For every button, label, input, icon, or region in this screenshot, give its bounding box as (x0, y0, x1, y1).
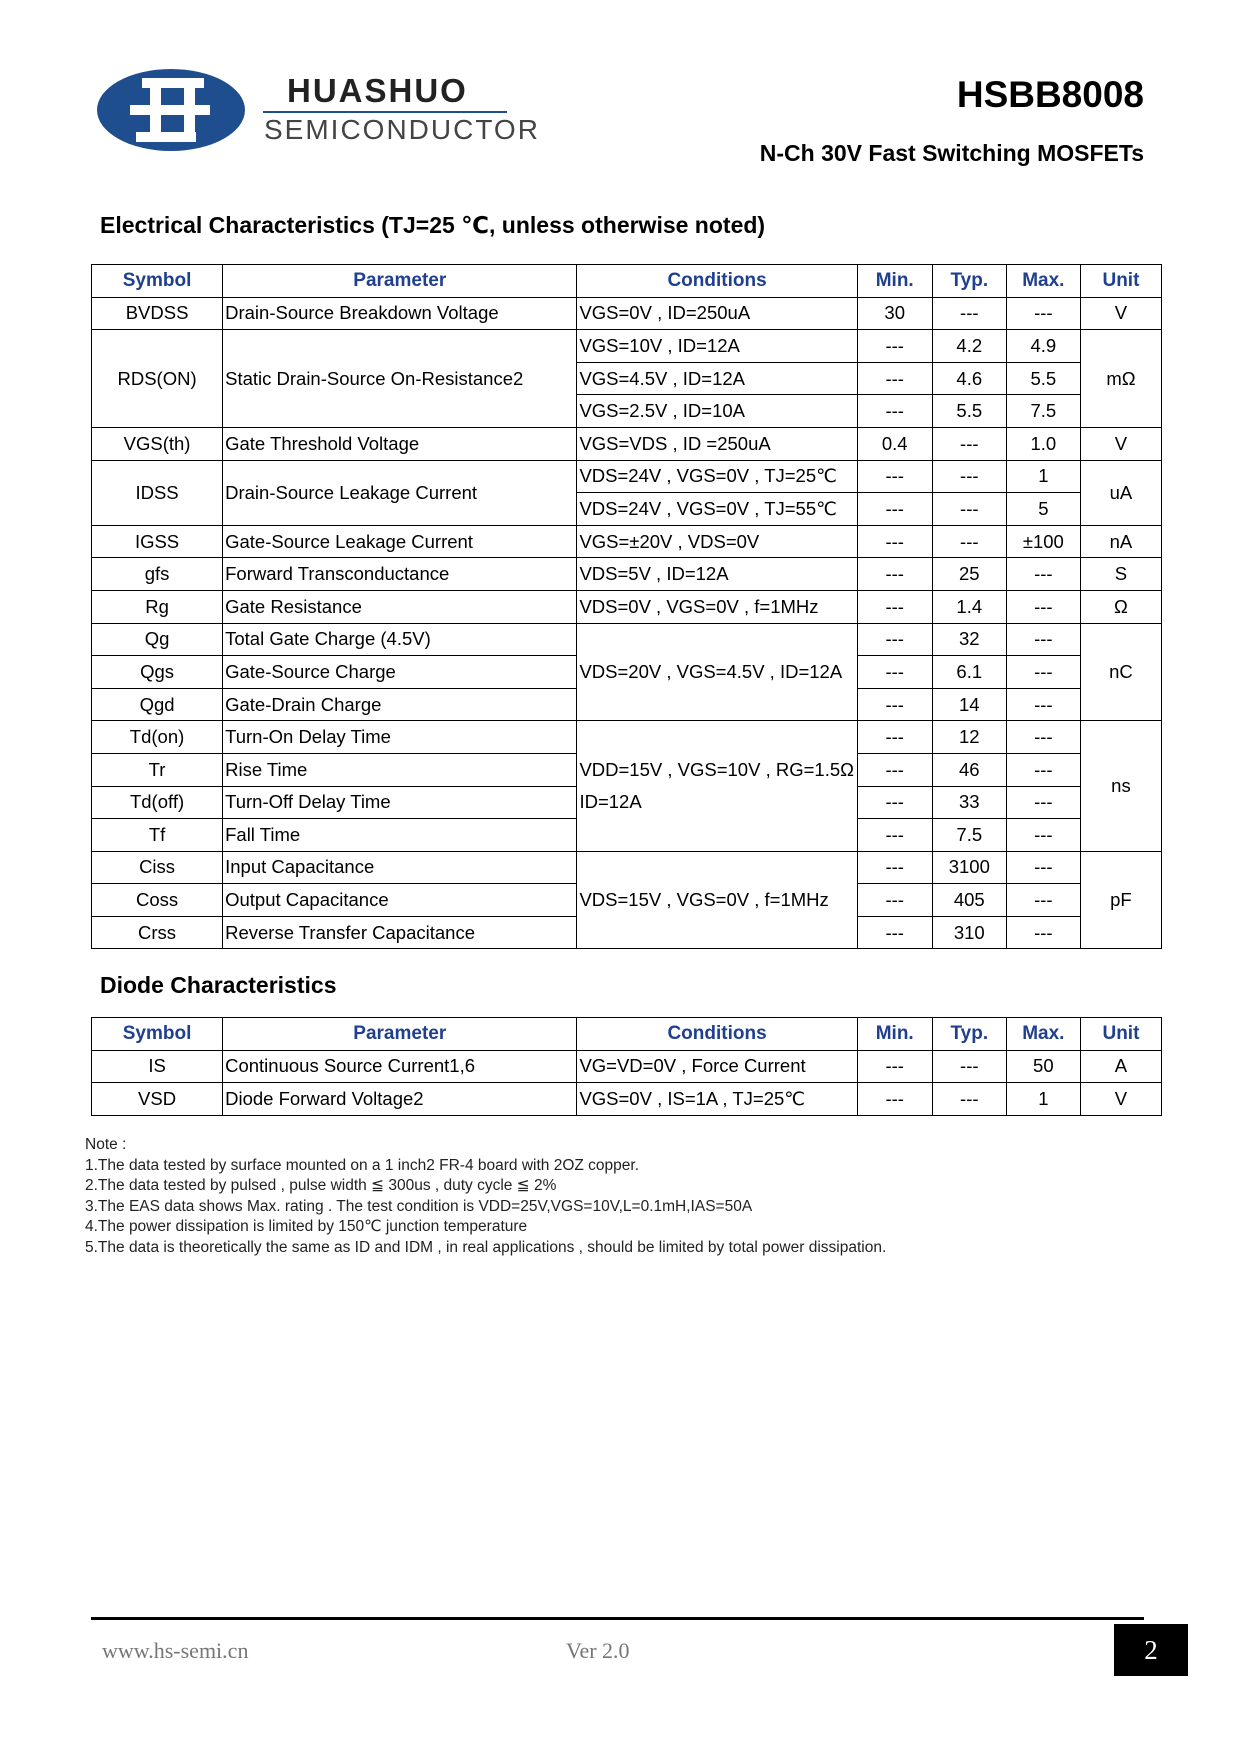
unit-cell: Ω (1080, 590, 1161, 623)
unit-cell: pF (1080, 851, 1161, 949)
table-row (92, 427, 1162, 460)
max-cell: --- (1006, 297, 1080, 330)
symbol-cell: IGSS (92, 525, 223, 558)
parameter-cell: Input Capacitance (223, 851, 577, 884)
parameter-cell: Diode Forward Voltage2 (223, 1083, 577, 1116)
symbol-cell: Rg (92, 590, 223, 623)
col-header: Conditions (577, 1018, 857, 1051)
max-cell: --- (1006, 916, 1080, 949)
conditions-cell: VGS=2.5V , ID=10A (577, 395, 857, 428)
max-cell: --- (1006, 558, 1080, 591)
col-header: Max. (1006, 265, 1080, 298)
parameter-cell: Turn-On Delay Time (223, 721, 577, 754)
table-row (92, 330, 1162, 363)
min-cell: --- (857, 916, 932, 949)
parameter-cell: Gate Resistance (223, 590, 577, 623)
symbol-cell: Ciss (92, 851, 223, 884)
huashuo-logo (96, 68, 246, 152)
note-item: 2.The data tested by pulsed , pulse width ≦ 300us , duty cycle ≦ 2% (85, 1177, 557, 1194)
min-cell: --- (857, 1050, 932, 1083)
conditions-cell: VDS=5V , ID=12A (577, 558, 857, 591)
max-cell: 4.9 (1006, 330, 1080, 363)
min-cell: --- (857, 395, 932, 428)
symbol-cell: Tf (92, 819, 223, 852)
typ-cell: 33 (932, 786, 1006, 819)
parameter-cell: Drain-Source Breakdown Voltage (223, 297, 577, 330)
symbol-cell: Qgd (92, 688, 223, 721)
col-header: Unit (1080, 265, 1161, 298)
max-cell: 7.5 (1006, 395, 1080, 428)
min-cell: 30 (857, 297, 932, 330)
typ-cell: 405 (932, 884, 1006, 917)
notes-title: Note : (85, 1136, 127, 1153)
parameter-cell: Gate-Source Leakage Current (223, 525, 577, 558)
part-number: HSBB8008 (956, 74, 1144, 115)
conditions-cell: VDS=24V , VGS=0V , TJ=55℃ (577, 493, 857, 526)
max-cell: 1.0 (1006, 427, 1080, 460)
parameter-cell: Continuous Source Current1,6 (223, 1050, 577, 1083)
conditions-cell: VG=VD=0V , Force Current (577, 1050, 857, 1083)
footer-version: Ver 2.0 (566, 1638, 630, 1663)
max-cell: --- (1006, 721, 1080, 754)
symbol-cell: Coss (92, 884, 223, 917)
min-cell: --- (857, 493, 932, 526)
parameter-cell: Gate Threshold Voltage (223, 427, 577, 460)
symbol-cell: Crss (92, 916, 223, 949)
min-cell: --- (857, 590, 932, 623)
table-row (92, 1050, 1162, 1083)
parameter-cell: Drain-Source Leakage Current (223, 460, 577, 525)
typ-cell: --- (932, 427, 1006, 460)
min-cell: --- (857, 688, 932, 721)
unit-cell: V (1080, 427, 1161, 460)
unit-cell: uA (1080, 460, 1161, 525)
min-cell: --- (857, 753, 932, 786)
typ-cell: 4.2 (932, 330, 1006, 363)
unit-cell: V (1080, 1083, 1161, 1116)
table-header-row (92, 1018, 1162, 1051)
min-cell: --- (857, 558, 932, 591)
conditions-cell: VGS=±20V , VDS=0V (577, 525, 857, 558)
symbol-cell: Td(off) (92, 786, 223, 819)
symbol-cell: IDSS (92, 460, 223, 525)
min-cell: --- (857, 330, 932, 363)
conditions-cell (577, 721, 857, 851)
diode-characteristics-table (91, 1017, 1162, 1116)
parameter-cell: Gate-Source Charge (223, 656, 577, 689)
col-header: Typ. (932, 1018, 1006, 1051)
parameter-cell: Gate-Drain Charge (223, 688, 577, 721)
typ-cell: 4.6 (932, 362, 1006, 395)
table-row (92, 297, 1162, 330)
table-row (92, 460, 1162, 493)
page-number: 2 (1114, 1624, 1188, 1676)
max-cell: --- (1006, 688, 1080, 721)
min-cell: --- (857, 851, 932, 884)
conditions-cell: VGS=VDS , ID =250uA (577, 427, 857, 460)
min-cell: 0.4 (857, 427, 932, 460)
col-header: Min. (857, 265, 932, 298)
col-header: Min. (857, 1018, 932, 1051)
unit-cell: mΩ (1080, 330, 1161, 428)
conditions-cell: VDS=0V , VGS=0V , f=1MHz (577, 590, 857, 623)
parameter-cell: Turn-Off Delay Time (223, 786, 577, 819)
footer-url: www.hs-semi.cn (102, 1638, 249, 1663)
table-row (92, 623, 1162, 656)
unit-cell: A (1080, 1050, 1161, 1083)
unit-cell: V (1080, 297, 1161, 330)
conditions-cell: VGS=0V , ID=250uA (577, 297, 857, 330)
parameter-cell: Rise Time (223, 753, 577, 786)
symbol-cell: Td(on) (92, 721, 223, 754)
max-cell: --- (1006, 884, 1080, 917)
max-cell: --- (1006, 786, 1080, 819)
col-header: Unit (1080, 1018, 1161, 1051)
parameter-cell: Output Capacitance (223, 884, 577, 917)
max-cell: 50 (1006, 1050, 1080, 1083)
min-cell: --- (857, 786, 932, 819)
symbol-cell: gfs (92, 558, 223, 591)
brand-divider (263, 111, 507, 113)
col-header: Conditions (577, 265, 857, 298)
min-cell: --- (857, 819, 932, 852)
symbol-cell: Qg (92, 623, 223, 656)
parameter-cell: Fall Time (223, 819, 577, 852)
symbol-cell: RDS(ON) (92, 330, 223, 428)
col-header: Symbol (92, 1018, 223, 1051)
max-cell: ±100 (1006, 525, 1080, 558)
parameter-cell: Total Gate Charge (4.5V) (223, 623, 577, 656)
max-cell: --- (1006, 590, 1080, 623)
min-cell: --- (857, 460, 932, 493)
min-cell: --- (857, 721, 932, 754)
parameter-cell: Static Drain-Source On-Resistance2 (223, 330, 577, 428)
max-cell: 5.5 (1006, 362, 1080, 395)
parameter-cell: Reverse Transfer Capacitance (223, 916, 577, 949)
typ-cell: --- (932, 525, 1006, 558)
typ-cell: 3100 (932, 851, 1006, 884)
typ-cell: --- (932, 297, 1006, 330)
max-cell: --- (1006, 623, 1080, 656)
conditions-line: ID=12A (579, 791, 642, 812)
col-header: Max. (1006, 1018, 1080, 1051)
col-header: Symbol (92, 265, 223, 298)
brand-subtitle: SEMICONDUCTOR (264, 114, 540, 145)
max-cell: --- (1006, 753, 1080, 786)
typ-cell: --- (932, 493, 1006, 526)
note-item: 4.The power dissipation is limited by 150℃ junction temperature (85, 1218, 528, 1235)
electrical-section-title: Electrical Characteristics (TJ=25 ℃, unless otherwise noted) (100, 212, 766, 238)
max-cell: --- (1006, 851, 1080, 884)
symbol-cell: VSD (92, 1083, 223, 1116)
col-header: Typ. (932, 265, 1006, 298)
col-header: Parameter (223, 1018, 577, 1051)
conditions-cell: VGS=0V , IS=1A , TJ=25℃ (577, 1083, 857, 1116)
typ-cell: --- (932, 1083, 1006, 1116)
typ-cell: 7.5 (932, 819, 1006, 852)
typ-cell: 310 (932, 916, 1006, 949)
brand-name: HUASHUO (287, 72, 468, 109)
part-description: N-Ch 30V Fast Switching MOSFETs (759, 140, 1144, 166)
min-cell: --- (857, 525, 932, 558)
diode-section-title: Diode Characteristics (100, 972, 337, 998)
typ-cell: --- (932, 1050, 1006, 1083)
typ-cell: 12 (932, 721, 1006, 754)
symbol-cell: BVDSS (92, 297, 223, 330)
unit-cell: nC (1080, 623, 1161, 721)
table-row (92, 558, 1162, 591)
unit-cell: ns (1080, 721, 1161, 851)
conditions-cell: VDS=24V , VGS=0V , TJ=25℃ (577, 460, 857, 493)
typ-cell: 6.1 (932, 656, 1006, 689)
symbol-cell: VGS(th) (92, 427, 223, 460)
conditions-cell: VGS=4.5V , ID=12A (577, 362, 857, 395)
conditions-line: VDD=15V , VGS=10V , RG=1.5Ω (579, 759, 854, 780)
table-header-row (92, 265, 1162, 298)
max-cell: 5 (1006, 493, 1080, 526)
symbol-cell: IS (92, 1050, 223, 1083)
col-header: Parameter (223, 265, 577, 298)
min-cell: --- (857, 362, 932, 395)
min-cell: --- (857, 884, 932, 917)
max-cell: 1 (1006, 460, 1080, 493)
unit-cell: nA (1080, 525, 1161, 558)
symbol-cell: Qgs (92, 656, 223, 689)
unit-cell: S (1080, 558, 1161, 591)
max-cell: 1 (1006, 1083, 1080, 1116)
max-cell: --- (1006, 819, 1080, 852)
min-cell: --- (857, 1083, 932, 1116)
electrical-characteristics-table (91, 264, 1162, 949)
typ-cell: 32 (932, 623, 1006, 656)
typ-cell: 1.4 (932, 590, 1006, 623)
note-item: 5.The data is theoretically the same as ID and IDM , in real applications , should be limited by total power dissipation. (85, 1238, 887, 1256)
footer-divider (91, 1617, 1144, 1620)
symbol-cell: Tr (92, 753, 223, 786)
conditions-cell: VDS=15V , VGS=0V , f=1MHz (577, 851, 857, 949)
typ-cell: 46 (932, 753, 1006, 786)
note-item: 1.The data tested by surface mounted on a 1 inch2 FR-4 board with 2OZ copper. (85, 1156, 640, 1174)
typ-cell: --- (932, 460, 1006, 493)
min-cell: --- (857, 656, 932, 689)
conditions-cell: VDS=20V , VGS=4.5V , ID=12A (577, 623, 857, 721)
typ-cell: 25 (932, 558, 1006, 591)
parameter-cell: Forward Transconductance (223, 558, 577, 591)
typ-cell: 5.5 (932, 395, 1006, 428)
note-item: 3.The EAS data shows Max. rating . The test condition is VDD=25V,VGS=10V,L=0.1mH,IAS=50A (85, 1197, 753, 1215)
min-cell: --- (857, 623, 932, 656)
max-cell: --- (1006, 656, 1080, 689)
typ-cell: 14 (932, 688, 1006, 721)
table-row (92, 721, 1162, 754)
conditions-cell: VGS=10V , ID=12A (577, 330, 857, 363)
table-row (92, 525, 1162, 558)
table-row (92, 1083, 1162, 1116)
notes-block (85, 1135, 886, 1258)
table-row (92, 590, 1162, 623)
table-row (92, 851, 1162, 884)
